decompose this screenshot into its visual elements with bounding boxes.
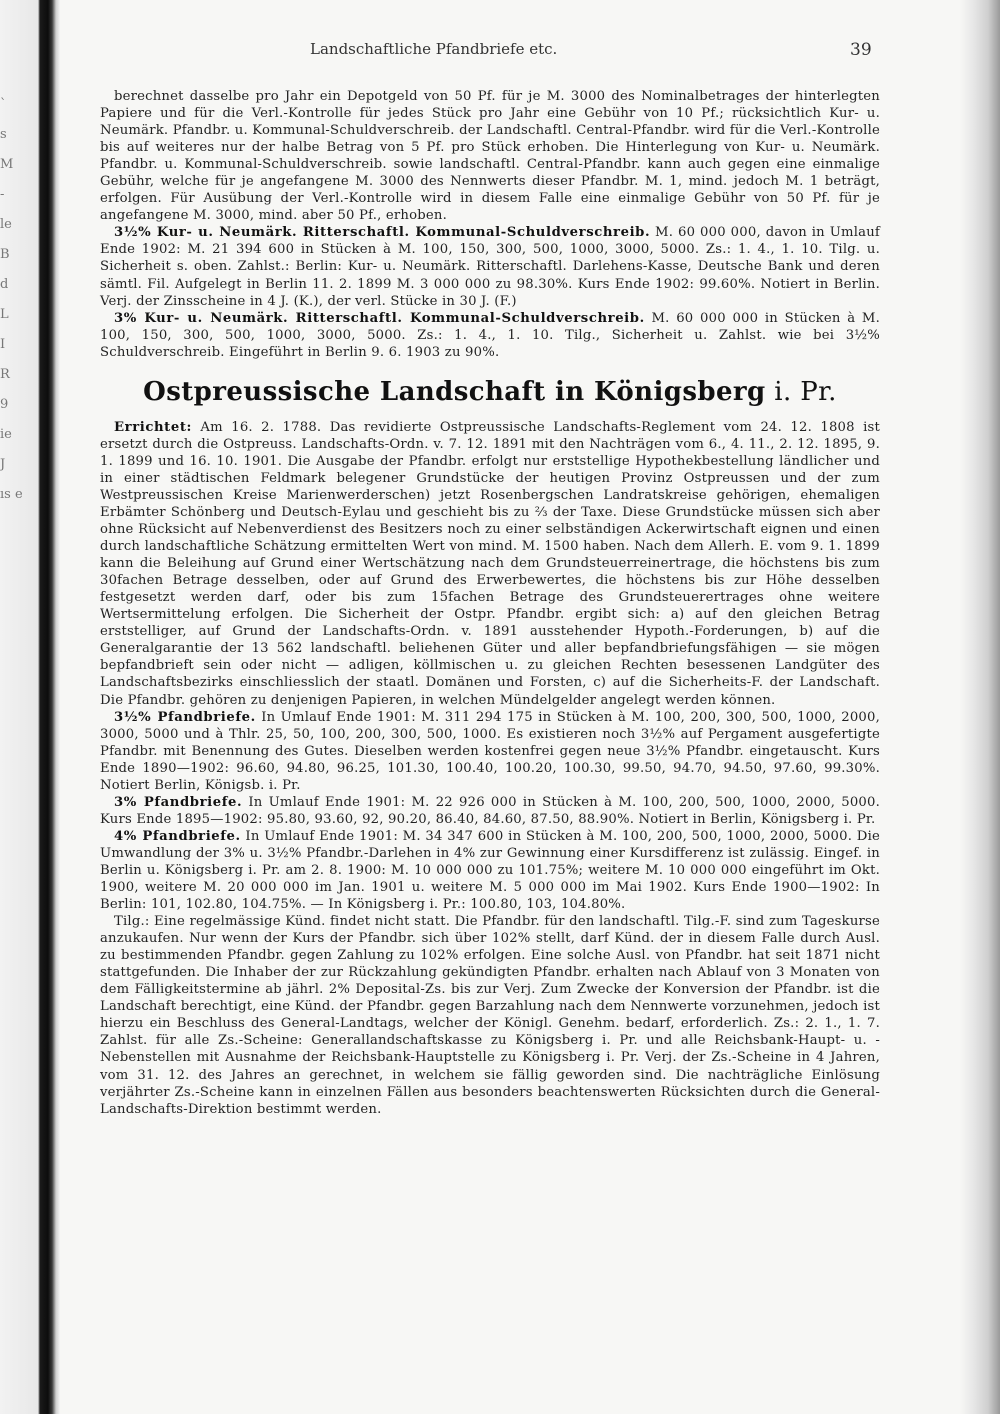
gutter-fragment: ıs e [0, 487, 23, 502]
page-body [100, 88, 880, 1118]
gutter-fragments [0, 90, 30, 510]
gutter-fragment: ˋ [0, 97, 7, 112]
paragraph-depot-fees: berechnet dasselbe pro Jahr ein Depotgeld von 50 Pf. für je M. 3000 des Nominalbetrages der hinterlegten Papiere und für die Verl.-Kontrolle für jedes Stück pro Jahr eine Gebühr von 10 Pf.; rücksichtlich Kur- u. Neumärk. Pfandbr. u. Kommunal-Schuldverschreib. der Landschaftl. Central-Pfandbr. wird für die Verl.-Kontrolle bis auf weiteres nur der halbe Betrag von 5 Pf. pro Stück erhoben. Die Hinterlegung von Kur- u. Neumärk. Pfandbr. u. Kommunal-Schuldverschreib. sowie landschaftl. Central-Pfandbr. kann auch gegen eine einmalige Gebühr, welche für je angefangene M. 3000 des Nennwerts dieser Pfandbr. M. 1, mind. jedoch M. 1 beträgt, erfolgen. Für Ausübung der Verl.-Kontrolle wird in diesem Falle eine einmalige Gebühr von 50 Pf. für je angefangene M. 3000, mind. aber 50 Pf., erhoben. [100, 89, 880, 224]
entry-title: 3% Pfandbriefe. [114, 794, 243, 810]
entry-title: 3½% Pfandbriefe. [114, 709, 256, 725]
paragraph-pfandbriefe-3 [100, 794, 880, 828]
entry-text: In Umlauf Ende 1901: M. 311 294 175 in Stücken à M. 100, 200, 300, 500, 1000, 2000, 3000, 5000 und à Thlr. 25, 50, 100, 200, 300, 500, 1000. Es existieren noch 3½% auf Pergament ausgefertigte Pfandbr. mit Benennung des Gutes. Dieselben werden kostenfrei gegen neue 3½% Pfandbr. eingetauscht. Kurs Ende 1890—1902: 96.60, 94.80, 96.25, 101.30, 100.40, 100.20, 100.30, 99.50, 94.70, 94.50, 97.60, 99.30%. Notiert Berlin, Königsb. i. Pr. [100, 709, 880, 793]
gutter-fragment: ie [0, 427, 12, 442]
entry-title: 4% Pfandbriefe. [114, 828, 241, 844]
gutter-fragment: I [0, 337, 6, 352]
gutter-fragment: 9 [0, 397, 9, 412]
entry-text: In Umlauf Ende 1901: M. 34 347 600 in Stücken à M. 100, 200, 500, 1000, 2000, 5000. Die Umwandlung der 3% u. 3½% Pfandbr.-Darlehen in 4% zur Gewinnung einer Kursdifferenz ist zulässig. Eingef. in Berlin u. Königsberg i. Pr. am 2. 8. 1900: M. 10 000 000 zu 101.75%; weitere M. 10 000 000 eingeführt im Okt. 1900, weitere M. 20 000 000 im Jan. 1901 u. weitere M. 5 000 000 im Mai 1902. Kurs Ende 1900—1902: In Berlin: 101, 102.80, 104.75%. — In Königsberg i. Pr.: 100.80, 103, 104.80%. [100, 828, 880, 913]
paragraph-errichtet [100, 419, 880, 709]
gutter-fragment: L [0, 307, 9, 322]
entry-text: In Umlauf Ende 1901: M. 22 926 000 in Stücken à M. 100, 200, 500, 1000, 2000, 5000. Kurs Ende 1895—1902: 95.80, 93.60, 92, 90.20, 86.40, 84.60, 87.50, 88.90%. Notiert in Berlin, Königsberg i. Pr. [100, 794, 880, 827]
entry-text: Am 16. 2. 1788. Das revidierte Ostpreussische Landschafts-Reglement vom 24. 12. 1808 ist ersetzt durch die Ostpreuss. Landschafts-Ordn. v. 7. 12. 1891 mit den Nachträgen vom 6., 4. 11., 2. 12. 1895, 9. 1. 1899 und 16. 10. 1901. Die Ausgabe der Pfandbr. erfolgt nur erststellige Hypothekbestellung ländlicher und in einer städtischen Feldmark belegener Grundstücke der heutigen Provinz Ostpreussen und der zum Westpreussischen Kreise Marienwerderschen) jetzt Rosenbergschen Landratskreise gehörigen, ehemaligen Erbämter Schönberg und Deutsch-Eylau und geschieht bis zu ⅔ der Taxe. Diese Grundstücke müssen sich aber ohne Rücksicht auf Nebenverdienst des Besitzers noch zu einer selbständigen Ackerwirtschaft eignen und einen durch landschaftliche Schätzung ermittelten Wert von mind. M. 1500 haben. Nach dem Allerh. E. vom 9. 1. 1899 kann die Beleihung auf Grund einer Wertschätzung nach dem Grundsteuerreinertrage, die höchstens bis zum 30fachen Betrage desselben, oder auf Grund des Erwerbewertes, die höchstens bis zur Höhe desselben festgesetzt werden darf, oder bis zum 15fachen Betrage des Grundsteuerertrages ohne weitere Wertsermittelung erfolgen. Die Sicherheit der Ostpr. Pfandbr. ergibt sich: a) auf den gleichen Betrag erststelliger, auf Grund der Landschafts-Ordn. v. 1891 ausstehender Hypoth.-Forderungen, b) auf die Generalgarantie der 13 562 landschaftl. beliehenen Güter und aller bepfandbriefungsfähigen — sie mögen bepfandbrieft sein oder nicht — adligen, köllmischen u. zu gleichen Rechten besessenen Landgüter des Landschaftsbezirks einschliesslich der staatl. Domänen und Forsten, c) auf die Sicherheits-F. der Landschaft. Die Pfandbr. gehören zu denjenigen Papieren, in welchen Mündelgelder angelegt werden können. [100, 419, 880, 708]
entry-text: M. 60 000 000 in Stücken à M. 100, 150, 300, 500, 1000, 3000, 5000. Zs.: 1. 4., 1. 10. Tilg., Sicherheit u. Zahlst. wie bei 3½% Schuldverschreib. Eingeführt in Berlin 9. 6. 1903 zu 90%. [100, 310, 881, 360]
heading-tail: i. Pr. [765, 376, 837, 407]
gutter-fragment: - [0, 187, 5, 202]
running-title: Landschaftliche Pfandbriefe etc. [310, 40, 558, 58]
gutter-fragment: M [0, 157, 14, 172]
entry-title: 3% Kur- u. Neumärk. Ritterschaftl. Kommunal-Schuldverschreib. [114, 310, 645, 326]
gutter-fragment: le [0, 217, 12, 232]
gutter-fragment: d [0, 277, 9, 292]
entry-title: Errichtet: [114, 419, 193, 435]
paragraph-pfandbriefe-4 [100, 828, 880, 913]
running-header [310, 40, 880, 58]
gutter-fragment: B [0, 247, 10, 262]
entry-title: 3½% Kur- u. Neumärk. Ritterschaftl. Kommunal-Schuldverschreib. [114, 225, 651, 241]
paragraph-schuldverschreib-3-5 [100, 224, 880, 309]
entry-text: M. 60 000 000, davon in Umlauf Ende 1902: M. 21 394 600 in Stücken à M. 100, 150, 300, 500, 1000, 3000, 5000. Zs.: 1. 4., 1. 10. Tilg. u. Sicherheit s. oben. Zahlst.: Berlin: Kur- u. Neumärk. Ritterschaftl. Darlehens-Kasse, Deutsche Bank und deren sämtl. Fil. Aufgelegt in Berlin 11. 2. 1899 M. 3 000 000 zu 98.30%. Kurs Ende 1902: 99.60%. Notiert in Berlin. Verj. der Zinsscheine in 4 J. (K.), der verl. Stücke in 30 J. (F.) [100, 225, 880, 309]
gutter-fragment: s [0, 127, 7, 142]
section-heading [100, 375, 880, 409]
gutter-fragment: R [0, 367, 10, 382]
heading-main: Ostpreussische Landschaft in Königsberg [143, 376, 766, 407]
page-number: 39 [850, 40, 872, 60]
paragraph-tilgung: Tilg.: Eine regelmässige Künd. findet nicht statt. Die Pfandbr. für den landschaftl. Tilg.-F. sind zum Tageskurse anzukaufen. Nur wenn der Kurs der Pfandbr. sich über 102% stellt, darf Künd. der in diesem Falle durch Ausl. zu bestimmenden Pfandbr. gegen Zahlung zu 102% erfolgen. Eine solche Ausl. von Pfandbr. hat seit 1871 nicht stattgefunden. Die Inhaber der zur Rückzahlung gekündigten Pfandbr. erhalten nach Ablauf von 3 Monaten von dem Fälligkeitstermine ab jährl. 2% Deposital-Zs. bis zur Verj. Zum Zwecke der Konversion der Pfandbr. ist die Landschaft berechtigt, eine Künd. der Pfandbr. gegen Barzahlung nach dem Nennwerte vorzunehmen, jedoch ist hierzu ein Beschluss des General-Landtags, welcher der Königl. Genehm. bedarf, erforderlich. Zs.: 2. 1., 1. 7. Zahlst. für alle Zs.-Scheine: Generallandschaftskasse zu Königsberg i. Pr. und alle Reichsbank-Haupt- u. -Nebenstellen mit Ausnahme der Reichsbank-Hauptstelle zu Königsberg i. Pr. Verj. der Zs.-Scheine in 4 Jahren, vom 31. 12. des Jahres an gerechnet, in welchem sie fällig geworden sind. Die nachträgliche Einlösung verjährter Zs.-Scheine kann in einzelnen Fällen aus besonders beachtenswerten Rücksichten durch die General-Landschafts-Direktion bestimmt werden. [100, 914, 880, 1117]
gutter-fragment: J [0, 457, 6, 472]
paragraph-schuldverschreib-3 [100, 310, 880, 361]
right-page-edge [960, 0, 1000, 1414]
paragraph-pfandbriefe-3-5 [100, 709, 880, 794]
